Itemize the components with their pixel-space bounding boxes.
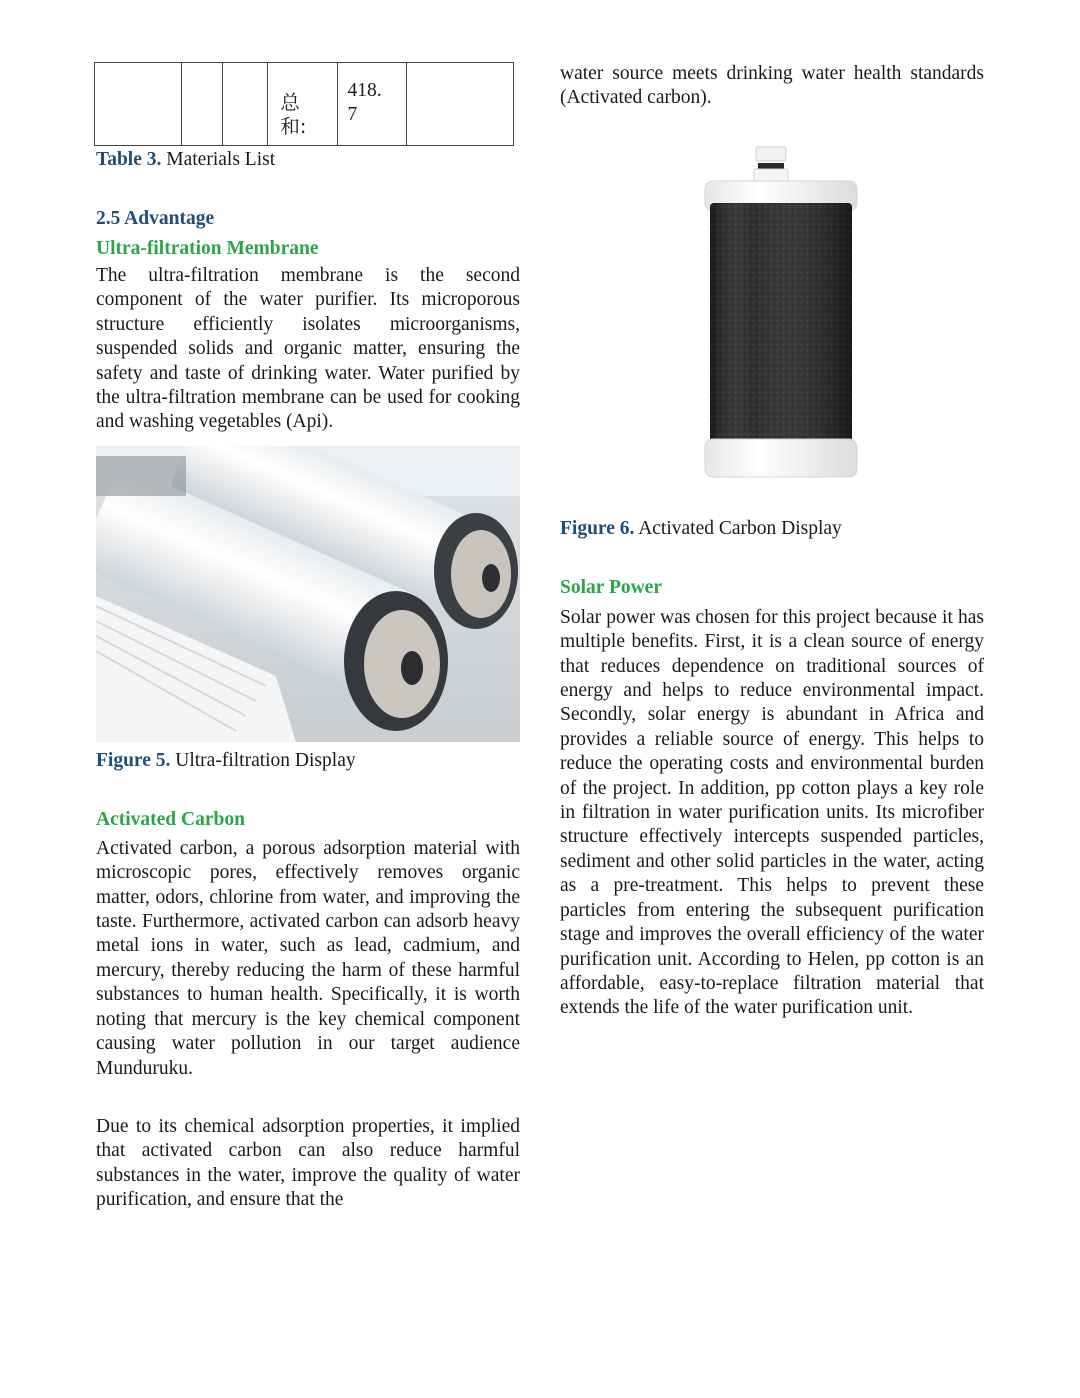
solar-heading: Solar Power: [560, 576, 662, 598]
table-caption: [96, 148, 520, 172]
figure5-caption-label: Figure 5.: [96, 749, 171, 771]
table-caption-text: Materials List: [161, 149, 276, 170]
figure5-caption-text: Ultra-filtration Display: [170, 749, 356, 771]
ultrafiltration-membrane-illustration: [96, 446, 520, 742]
table-caption-label: Table 3.: [96, 149, 162, 170]
section-heading: 2.5 Advantage: [96, 208, 215, 229]
solar-paragraph: Solar power was chosen for this project because it has multiple benefits. First, it is a clean source of energy that reduces dependence on traditional sources of energy and helps to reduce environmental impact. Secondly, solar energy is abundant in Africa and provides a reliable source of energy. This helps to reduce the operating costs and environmental burden of the project. In addition, pp cotton plays a key role in filtration in water purification units. Its microfiber structure effectively intercepts suspended particles, sediment and other solid particles in the water, acting as a pre-treatment. This helps to prevent these particles from entering the subsequent purification stage and improves the overall efficiency of the water purification unit. According to Helen, pp cotton is an affordable, easy-to-replace filtration material that extends the life of the water purification unit.: [560, 606, 984, 1019]
materials-table: [94, 62, 514, 146]
figure6-caption-text: Activated Carbon Display: [634, 517, 842, 539]
table-cell: [182, 63, 223, 146]
uf-heading: Ultra-filtration Membrane: [96, 238, 319, 259]
table-cell: [223, 63, 268, 146]
ac-heading: Activated Carbon: [96, 808, 245, 830]
continued-paragraph: water source meets drinking water health standards (Activated carbon).: [560, 63, 984, 109]
table-row: [95, 63, 514, 146]
table-cell-total-value: 418. 7: [337, 63, 406, 146]
ultrafiltration-image: [96, 446, 520, 742]
activated-carbon-filter-illustration: [560, 139, 984, 517]
table-cell-total-label: 总 和:: [268, 63, 337, 146]
activated-carbon-image: [560, 139, 984, 517]
figure6-caption: [560, 517, 984, 541]
table-cell: [406, 63, 513, 146]
table-cell: [95, 63, 182, 146]
figure6-caption-label: Figure 6.: [560, 517, 635, 539]
ac-paragraph-1: Activated carbon, a porous adsorption material with microscopic pores, effectively removes organic matter, odors, chlorine from water, and improving the taste. Furthermore, activated carbon can adsorb heavy metal ions in water, such as lead, cadmium, and mercury, thereby reducing the harm of these harmful substances to human health. Specifically, it is worth noting that mercury is the key chemical component causing water pollution in our target audience Munduruku.: [96, 837, 520, 1079]
left-column: [96, 62, 520, 1213]
right-column: [560, 62, 984, 1021]
ac-paragraph-2: Due to its chemical adsorption properties, it implied that activated carbon can also reduce harmful substances in the water, improve the quality of water purification, and ensure that the: [96, 1115, 520, 1211]
figure5-caption: [96, 749, 520, 773]
uf-paragraph: The ultra-filtration membrane is the second component of the water purifier. Its microporous structure efficiently isolates microorganisms, suspended solids and organic matter, ensuring the safety and taste of drinking water. Water purified by the ultra-filtration membrane can be used for cooking and washing vegetables (Api).: [96, 265, 520, 433]
